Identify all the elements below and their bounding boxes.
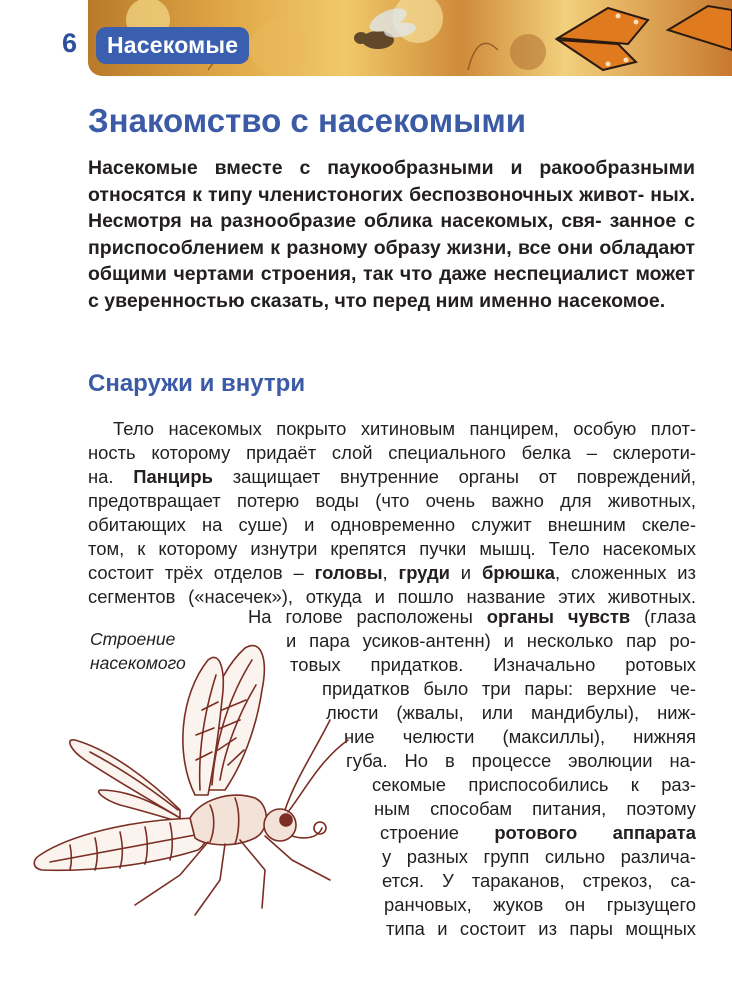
body-line: товых придатков. Изначально ротовых (290, 654, 696, 675)
term-bold: головы (314, 562, 383, 583)
body-line: ность которому придаёт слой специального белка – склероти- (88, 442, 696, 463)
section-tag: Насекомые (96, 27, 249, 64)
body-line: на. Панцирь защищает внутренние органы от повреждений, (88, 466, 696, 487)
term-bold: ротового аппарата (494, 822, 696, 843)
insect-illustration (30, 640, 360, 920)
body-line: состоит трёх отделов – головы, груди и брюшка, сложенных из (88, 562, 696, 583)
body-line: типа и состоит из пары мощных (386, 918, 696, 939)
body-line: секомые приспособились к раз- (372, 774, 696, 795)
body-line: ным способам питания, поэтому (374, 798, 696, 819)
body-line: предотвращает потерю воды (что очень важно для животных, (88, 490, 696, 511)
term-bold: Панцирь (133, 466, 213, 487)
body-line: обитающих на суше) и одновременно служит внешним скеле- (88, 514, 696, 535)
body-line: губа. Но в процессе эволюции на- (346, 750, 696, 771)
body-line: На голове расположены органы чувств (глаза (248, 606, 696, 627)
term-bold: органы чувств (486, 606, 631, 627)
page-number: 6 (62, 28, 78, 58)
section-subheading: Снаружи и внутри (88, 370, 306, 397)
body-line: ется. У тараканов, стрекоз, са- (382, 870, 696, 891)
body-line: ние челюсти (максиллы), нижняя (344, 726, 696, 747)
figure-caption: Строение насекомого (90, 629, 186, 673)
body-line: ранчовых, жуков он грызущего (384, 894, 696, 915)
body-line: и пара усиков-антенн) и несколько пар ро- (286, 630, 696, 651)
body-line: Тело насекомых покрыто хитиновым панцирем, особую плот- (113, 418, 696, 439)
body-line: люсти (жвалы, или мандибулы), ниж- (326, 702, 696, 723)
body-line: придатков было три пары: верхние че- (322, 678, 696, 699)
body-line: сегментов («насечек»), откуда и пошло название этих животных. (88, 586, 696, 607)
term-bold: брюшка (481, 562, 556, 583)
lead-paragraph: Насекомые вместе с паукообразными и ракообразными относятся к типу членистоногих беспозвоночных живот- ных. Несмотря на разнообразие облика насекомых, свя- занное с приспособлением к разному образу жизни, все они обладают общими чертами строения, так что даже неспециалист может с уверенностью сказать, что перед ним именно насекомое. (88, 157, 695, 312)
body-line: у разных групп сильно различа- (382, 846, 696, 867)
term-bold: груди (398, 562, 450, 583)
body-line: том, к которому изнутри крепятся пучки мышц. Тело насекомых (88, 538, 696, 559)
page-title: Знакомство с насекомыми (88, 102, 527, 139)
body-line: строение ротового аппарата (380, 822, 696, 843)
